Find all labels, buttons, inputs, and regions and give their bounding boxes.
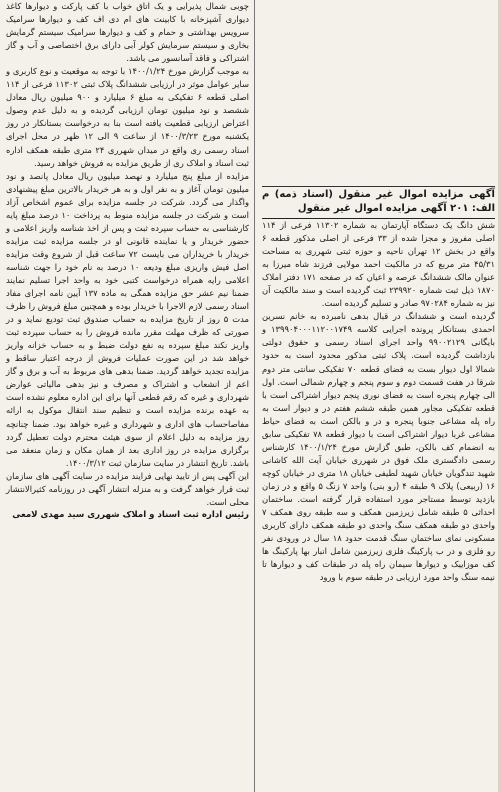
column-divider xyxy=(254,0,255,792)
paragraph: به موجب گزارش مورخ ۱۴۰۰/۱/۲۴ با توجه به موقعیت و نوع کاربری و سایر عوامل موثر در ارزیابی ششدانگ پلاک ثبتی ۱۱۳۰۲ فرعی از ۱۱۴ اصلی قطعه ۶ تفکیکی به مبلغ ۶ میلیارد و ۹۰۰ میلیون ریال معادل ششصد و نود میلیون تومان ارزیابی گردیده و به دلیل عدم وصول اعتراض ارزیابی قطعیت یافته است بنا به درخواست بستانکار در روز یکشنبه مورخ ۱۴۰۰/۳/۲۳ از ساعت ۹ الی ۱۲ ظهر در محل اجرای اسناد رسمی ری واقع در میدان شهرری ۲۴ متری طبقه همکف اداره ثبت اسناد و املاک ری از طریق مزایده به فروش خواهد رسید. xyxy=(6,66,250,168)
paragraph: این آگهی پس از تایید نهایی فرایند مزایده در سایت آگهی های سازمان ثبت قرار خواهد گرفت و به منزله انتشار آگهی در روزنامه کثیرالانتشار محلی است. xyxy=(6,470,249,507)
paragraph: شش دانگ یک دستگاه آپارتمان به شماره ۱۱۳۰۲ فرعی از ۱۱۴ اصلی مفروز و مجزا شده از ۳۳ فرعی از اصلی مذکور قطعه ۶ واقع در بخش ۱۲ تهران ناحیه و حوزه ثبتی شهرری به مساحت ۴۵/۳۱ متر مربع که در مالکیت احمد مولایی فرزند شاه میرزا به عنوان مالک ششدانگ عرصه و اعیان که در صفحه ۱۷۱ دفتر املاک ۱۸۷۰ ذیل ثبت شماره ۲۳۹۹۲۰ ثبت گردیده است و سند مالکیت آن نیز به شماره ۹۷۰۲۸۴ صادر و تسلیم گردیده است. xyxy=(262,220,495,309)
paragraph: گردیده است و ششدانگ در قبال بدهی نامبرده به خانم نسرین احمدی بستانکار پرونده اجرایی کلاسه ۱۳۹۹۰۴۰۰۰۱۱۲۰۰۱۷۴۹ و بایگانی ۹۹۰۰۲۱۲۹ واحد اجرای اسناد رسمی و حقوق دولتی بازداشت گردیده است. پلاک ثبتی مذکور محدود است به حدود شمالا اول دیوار بست به فضای قطعه ۷۰ تفکیکی سانتی متر دوم شرقا در هفت قسمت دوم و سوم پنجم و چهارم شمالی است. اول الی چهارم پنجره است به فضای نوری پنجم دیوار اشتراکی است با قطعه تفکیکی مجاور همین طبقه ششم هفتم در و دیوار است به راه پله مشاعی جنوبا پنجره و در و بالکن است به فضای حیاط مشاعی غربا دیوار اشتراکی است با دیوار قطعه ۷۸ تفکیکی سابق به انضمام کف بالکن، طبق گزارش مورخ ۱۴۰۰/۱/۲۴ کارشناس رسمی دادگستری ملک فوق در شهرری خیابان آیت الله کاشانی شهید تندگویان خیابان شهید لطیفی خیابان ۱۸ متری در خیابان کوچه ۱۶ (ربیعی) پلاک ۹ طبقه ۴ (رو بنی) واحد ۷ زنگ ۵ واقع و در زمان بازدید توسط مستاجر مورد استفاده قرار گرفته است. ساختمان احداثی ۵ طبقه شامل زیرزمین همکف و سه طبقه روی همکف ۷ واحدی دو طبقه همکف سنگ واحدی دو طبقه همکف دارای کاربری مسکونی نمای ساختمان سنگ قدمت حدود ۱۸ سال در ورودی نفر رو فلزی و در ب پارکینگ فلزی زیرزمین شامل انبار بها پارکینگ ها کف موزاییک و دیوارها سیمان راه پله در طبقات کف و دیوارها تا نیمه سنگ واحد مورد ارزیابی در طبقه سوم با ورود xyxy=(262,311,496,583)
signature: رئیس اداره ثبت اسناد و املاک شهرری سید مهدی لامعی xyxy=(12,509,249,520)
section-rule xyxy=(262,186,495,187)
paragraph: چوبی شمال پذیرایی و یک اتاق خواب با کف پارکت و دیوارها کاغذ دیواری آشپزخانه با کابینت های ام دی اف کف و دیوارها سرامیک سرویس بهداشتی و حمام و کف و دیوارها سرامیک سیستم گرمایش بخاری و سیستم سرمایش کولر آبی دارای برق اختصاصی و آب و گاز اشتراکی و فاقد آسانسور می باشد. xyxy=(6,1,249,64)
notice-title: آگهی مزایده اموال غیر منقول (اسناد ذمه) م الف: ۲۰۱ آگهی مزایده اموال غیر منقول xyxy=(262,188,495,219)
auction-notice-continuation xyxy=(6,0,249,522)
auction-notice xyxy=(262,188,495,584)
paragraph: مزایده از مبلغ پنج میلیارد و نهصد میلیون ریال معادل پانصد و نود میلیون تومان آغاز و به نفر اول و به هر خریدار بالاترین مبلغ پیشنهادی واگذار می گردد. شرکت در جلسه مزایده برای عموم اشخاص آزاد است و شرکت در جلسه مزایده منوط به پرداخت ۱۰ درصد مبلغ پایه کارشناسی به حساب سپرده ثبت و پس از اخذ شناسه واریز اعلامی و حضور خریدار و یا نماینده قانونی او در جلسه مزایده ثبت مزایده خریدار با خریداران می بایست ۷۲ ساعت قبل از شروع وقت مزایده اصل فیش واریزی مبلغ ودیعه ۱۰ درصد به نام خود را جهت شناسه اعلامی رایه همراه درخواست کتبی خود به واحد اجرا تسلیم نمایند ضمنا نیم عشر حق مزایده همگی به ماده ۱۳۷ آیین نامه اجرای مفاد اسناد رسمی لازم الاجرا با خریدار بوده و همچنین مبلغ فروش را ظرف مدت ۵ روز از تاریخ مزایده به حساب صندوق ثبت تودیع نماید و در صورتی که ظرف مهلت مقرر مانده فروش را به حساب سپرده ثبت واریز نکند مبلغ سپرده یه نفع دولت ضبط و به حساب خزانه واریز خواهد شد در این صورت عملیات فروش از درجه اعتبار ساقط و مزایده تجدید خواهد گردید. ضمنا بدهی های مربوط به آب و برق و گاز اعم از انشعاب و اشتراک و مصرف و نیز بدهی مالیاتی عوارض شهرداری و غیره که رقم قطعی آنها برای این اداره معلوم نشده است به عهده برنده مزایده است و تنظیم سند انتقال موکول به ارائه مفاصاحساب های اداری و شهرداری و غیره خواهد بود. ضمنا چنانچه روز مزایده به دلیل اعلام از سوی هیئت محترم دولت تعطیل گردد برگزاری مزایده در روز اداری بعد از همان مکان و زمان منعقد می باشد. تاریخ انتشار در سایت سازمان ثبت ۱۴۰۰/۳/۱۲. xyxy=(6,170,250,468)
